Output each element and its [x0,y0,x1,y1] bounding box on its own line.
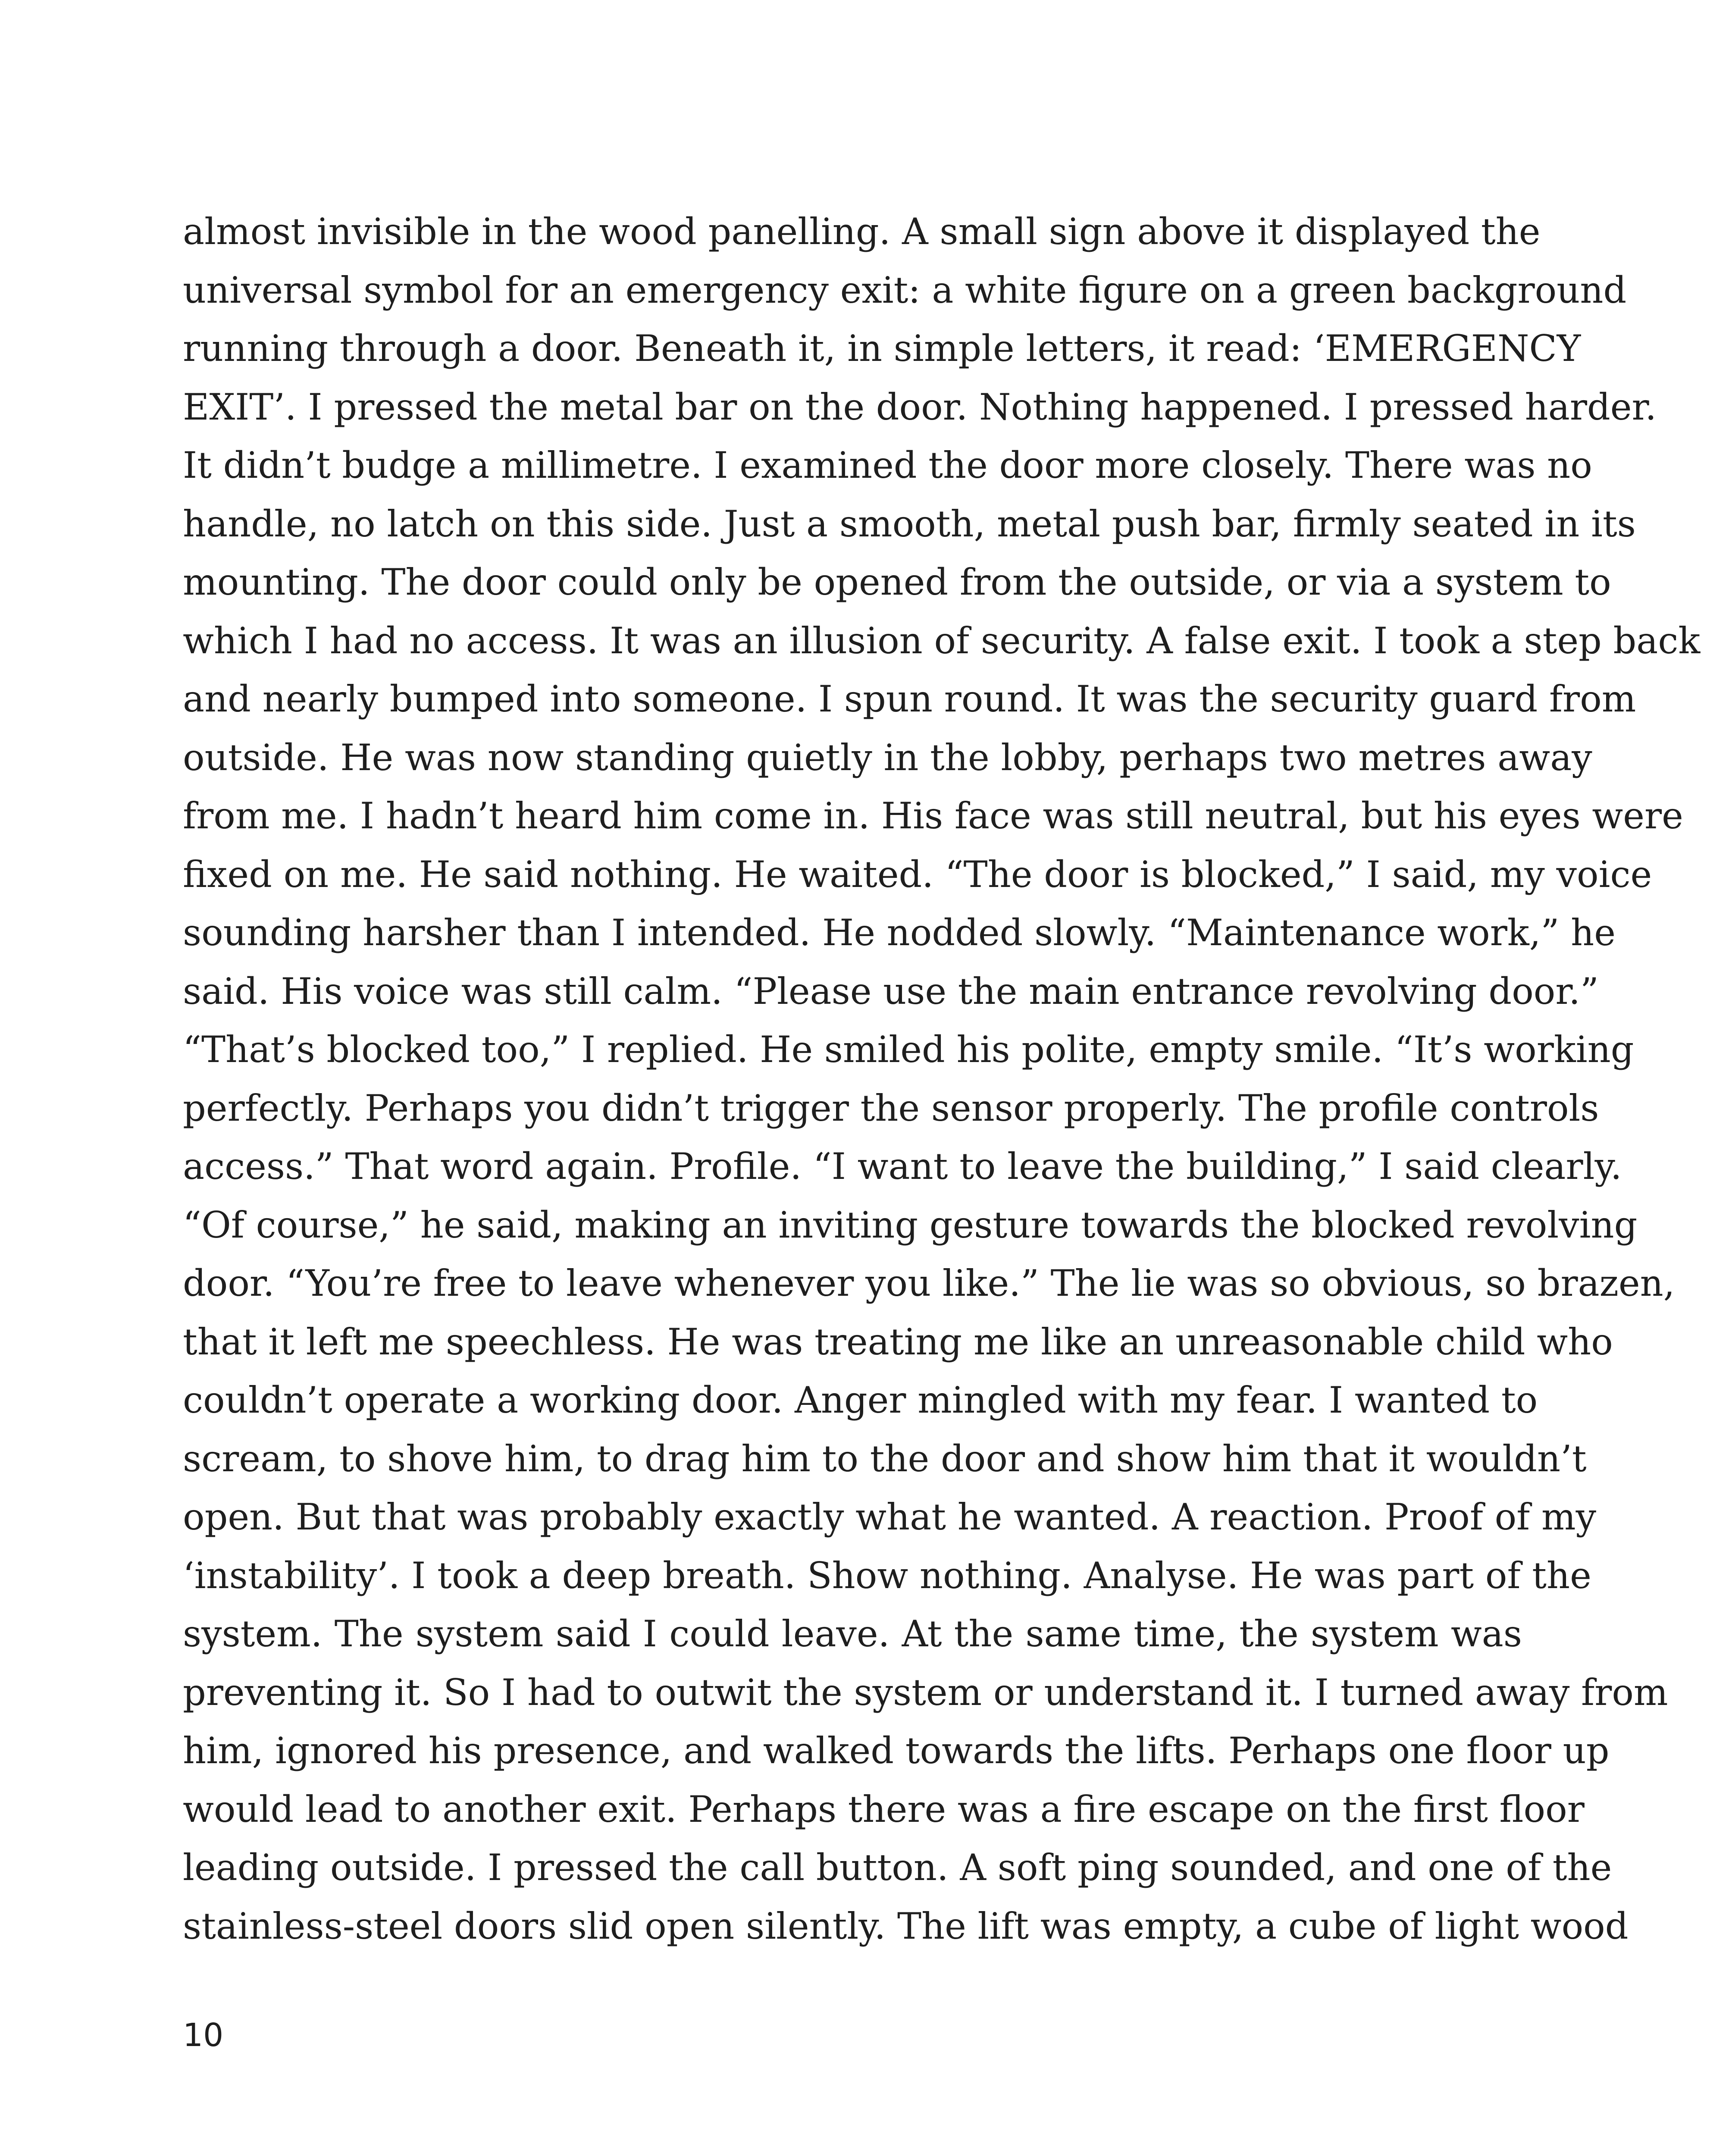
text-line: him, ignored his presence, and walked towards the lifts. Perhaps one floor up [183,1730,1610,1772]
text-line: preventing it. So I had to outwit the system or understand it. I turned away from [183,1671,1668,1714]
text-line: mounting. The door could only be opened from the outside, or via a system to [183,561,1611,603]
body-text [183,203,1701,1955]
text-line: couldn’t operate a working door. Anger mingled with my fear. I wanted to [183,1379,1538,1421]
text-line: said. His voice was still calm. “Please use the main entrance revolving door.” [183,970,1599,1012]
text-line: EXIT’. I pressed the metal bar on the door. Nothing happened. I pressed harder. [183,385,1657,428]
text-line: leading outside. I pressed the call button. A soft ping sounded, and one of the [183,1846,1612,1889]
text-line: would lead to another exit. Perhaps there was a fire escape on the first floor [183,1788,1585,1830]
text-line: “Of course,” he said, making an inviting gesture towards the blocked revolving [183,1203,1638,1246]
text-line: running through a door. Beneath it, in simple letters, it read: ‘EMERGENCY [183,327,1581,370]
text-line: It didn’t budge a millimetre. I examined the door more closely. There was no [183,444,1592,486]
text-line: “That’s blocked too,” I replied. He smiled his polite, empty smile. “It’s working [183,1028,1634,1071]
text-line: universal symbol for an emergency exit: a white figure on a green background [183,269,1627,311]
page-number: 10 [183,2017,224,2054]
text-line: perfectly. Perhaps you didn’t trigger the sensor properly. The profile controls [183,1087,1599,1129]
text-line: system. The system said I could leave. At the same time, the system was [183,1613,1522,1655]
text-line: fixed on me. He said nothing. He waited. “The door is blocked,” I said, my voice [183,853,1652,896]
text-line: access.” That word again. Profile. “I want to leave the building,” I said clearly. [183,1145,1622,1188]
text-line: outside. He was now standing quietly in the lobby, perhaps two metres away [183,736,1592,779]
text-line: sounding harsher than I intended. He nodded slowly. “Maintenance work,” he [183,912,1616,954]
text-line: stainless-steel doors slid open silently. The lift was empty, a cube of light wood [183,1905,1629,1947]
text-line: almost invisible in the wood panelling. A small sign above it displayed the [183,210,1541,253]
text-line: which I had no access. It was an illusion of security. A false exit. I took a step back [183,619,1701,662]
text-line: and nearly bumped into someone. I spun round. It was the security guard from [183,678,1636,720]
text-line: door. “You’re free to leave whenever you like.” The lie was so obvious, so brazen, [183,1262,1675,1304]
text-line: open. But that was probably exactly what he wanted. A reaction. Proof of my [183,1496,1597,1538]
text-line: scream, to shove him, to drag him to the door and show him that it wouldn’t [183,1437,1587,1480]
text-line: handle, no latch on this side. Just a smooth, metal push bar, firmly seated in its [183,502,1636,545]
text-line: from me. I hadn’t heard him come in. His face was still neutral, but his eyes were [183,795,1683,837]
text-line: ‘instability’. I took a deep breath. Show nothing. Analyse. He was part of the [183,1554,1591,1597]
text-line: that it left me speechless. He was treating me like an unreasonable child who [183,1320,1613,1363]
